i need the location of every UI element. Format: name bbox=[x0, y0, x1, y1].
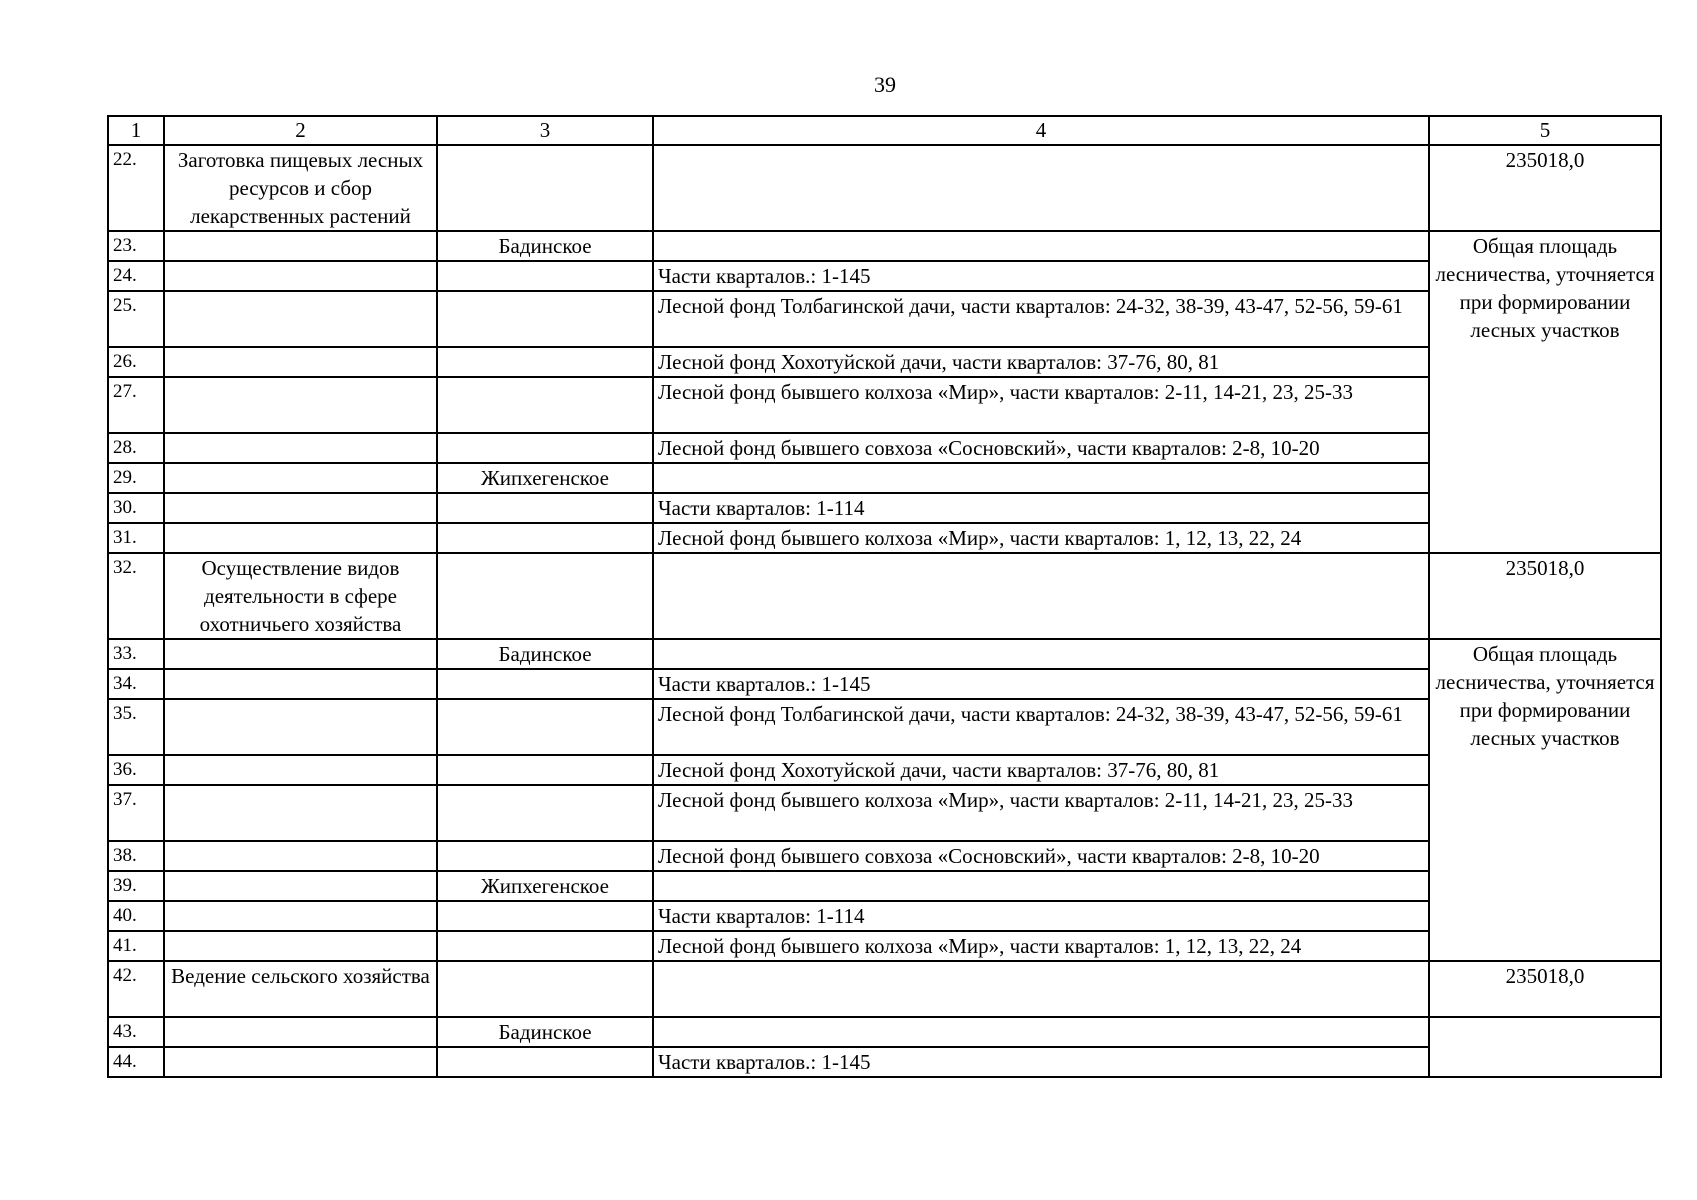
quarters-cell bbox=[653, 639, 1429, 669]
quarters-cell: Лесной фонд бывшего совхоза «Сосновский», части кварталов: 2-8, 10-20 bbox=[653, 841, 1429, 871]
quarters-cell: Лесной фонд Толбагинской дачи, части кварталов: 24-32, 38-39, 43-47, 52-56, 59-61 bbox=[653, 699, 1429, 755]
row-number: 32. bbox=[108, 553, 164, 639]
quarters-cell: Части кварталов.: 1-145 bbox=[653, 261, 1429, 291]
row-number: 24. bbox=[108, 261, 164, 291]
forestry-cell: Бадинское bbox=[437, 231, 653, 261]
table-row bbox=[108, 553, 1661, 639]
row-number: 27. bbox=[108, 377, 164, 433]
table-row bbox=[108, 699, 1661, 755]
use-type-cell bbox=[164, 377, 437, 433]
column-header: 2 bbox=[164, 116, 437, 145]
table-row bbox=[108, 347, 1661, 377]
row-number: 26. bbox=[108, 347, 164, 377]
forestry-cell bbox=[437, 841, 653, 871]
area-cell: 235018,0 bbox=[1429, 961, 1661, 1017]
quarters-cell: Лесной фонд Хохотуйской дачи, части кварталов: 37-76, 80, 81 bbox=[653, 347, 1429, 377]
table-row bbox=[108, 261, 1661, 291]
row-number: 39. bbox=[108, 871, 164, 901]
quarters-cell bbox=[653, 871, 1429, 901]
area-cell: 235018,0 bbox=[1429, 145, 1661, 231]
quarters-cell bbox=[653, 463, 1429, 493]
use-type-cell bbox=[164, 871, 437, 901]
use-type-cell bbox=[164, 1047, 437, 1077]
forestry-cell bbox=[437, 785, 653, 841]
row-number: 38. bbox=[108, 841, 164, 871]
forestry-cell bbox=[437, 755, 653, 785]
table-row bbox=[108, 145, 1661, 231]
quarters-cell: Лесной фонд бывшего колхоза «Мир», части кварталов: 2-11, 14-21, 23, 25-33 bbox=[653, 785, 1429, 841]
quarters-cell bbox=[653, 231, 1429, 261]
use-type-cell bbox=[164, 931, 437, 961]
quarters-cell bbox=[653, 1017, 1429, 1047]
table-row bbox=[108, 785, 1661, 841]
area-note-cell: Общая площадь лесничества, уточняется при формировании лесных участков bbox=[1429, 231, 1661, 553]
use-type-cell bbox=[164, 901, 437, 931]
use-type-cell bbox=[164, 463, 437, 493]
use-type-cell bbox=[164, 841, 437, 871]
quarters-cell: Лесной фонд Толбагинской дачи, части кварталов: 24-32, 38-39, 43-47, 52-56, 59-61 bbox=[653, 291, 1429, 347]
quarters-cell: Части кварталов: 1-114 bbox=[653, 901, 1429, 931]
table-row bbox=[108, 755, 1661, 785]
quarters-cell bbox=[653, 553, 1429, 639]
row-number: 40. bbox=[108, 901, 164, 931]
forestry-cell bbox=[437, 931, 653, 961]
use-type-cell bbox=[164, 493, 437, 523]
forestry-cell bbox=[437, 699, 653, 755]
quarters-cell: Лесной фонд Хохотуйской дачи, части кварталов: 37-76, 80, 81 bbox=[653, 755, 1429, 785]
forestry-cell bbox=[437, 901, 653, 931]
use-type-cell bbox=[164, 785, 437, 841]
table-row bbox=[108, 523, 1661, 553]
quarters-cell: Лесной фонд бывшего колхоза «Мир», части кварталов: 1, 12, 13, 22, 24 bbox=[653, 931, 1429, 961]
row-number: 22. bbox=[108, 145, 164, 231]
use-type-cell bbox=[164, 523, 437, 553]
row-number: 23. bbox=[108, 231, 164, 261]
column-header: 4 bbox=[653, 116, 1429, 145]
row-number: 42. bbox=[108, 961, 164, 1017]
row-number: 36. bbox=[108, 755, 164, 785]
quarters-cell: Части кварталов: 1-114 bbox=[653, 493, 1429, 523]
row-number: 33. bbox=[108, 639, 164, 669]
forestry-cell bbox=[437, 377, 653, 433]
column-header: 1 bbox=[108, 116, 164, 145]
table-row bbox=[108, 1047, 1661, 1077]
use-type-cell bbox=[164, 433, 437, 463]
page-number: 39 bbox=[874, 72, 896, 97]
row-number: 25. bbox=[108, 291, 164, 347]
forestry-cell: Бадинское bbox=[437, 1017, 653, 1047]
table-row bbox=[108, 841, 1661, 871]
column-header: 5 bbox=[1429, 116, 1661, 145]
forestry-cell: Бадинское bbox=[437, 639, 653, 669]
table-row bbox=[108, 433, 1661, 463]
row-number: 37. bbox=[108, 785, 164, 841]
area-cell: 235018,0 bbox=[1429, 553, 1661, 639]
use-type-cell bbox=[164, 261, 437, 291]
row-number: 43. bbox=[108, 1017, 164, 1047]
use-type-cell: Осуществление видов деятельности в сфере охотничьего хозяйства bbox=[164, 553, 437, 639]
row-number: 44. bbox=[108, 1047, 164, 1077]
forestry-cell bbox=[437, 553, 653, 639]
area-cell bbox=[1429, 1017, 1661, 1077]
column-header: 3 bbox=[437, 116, 653, 145]
table-row bbox=[108, 901, 1661, 931]
use-type-cell: Ведение сельского хозяйства bbox=[164, 961, 437, 1017]
row-number: 35. bbox=[108, 699, 164, 755]
table-row bbox=[108, 961, 1661, 1017]
use-type-cell: Заготовка пищевых лесных ресурсов и сбор лекарственных растений bbox=[164, 145, 437, 231]
row-number: 30. bbox=[108, 493, 164, 523]
forestry-cell bbox=[437, 493, 653, 523]
table-header-row bbox=[108, 116, 1661, 145]
row-number: 41. bbox=[108, 931, 164, 961]
forestry-cell bbox=[437, 669, 653, 699]
use-type-cell bbox=[164, 231, 437, 261]
row-number: 34. bbox=[108, 669, 164, 699]
use-type-cell bbox=[164, 755, 437, 785]
use-type-cell bbox=[164, 639, 437, 669]
table-row bbox=[108, 871, 1661, 901]
quarters-cell: Лесной фонд бывшего совхоза «Сосновский», части кварталов: 2-8, 10-20 bbox=[653, 433, 1429, 463]
table-row bbox=[108, 291, 1661, 347]
forestry-cell bbox=[437, 145, 653, 231]
table-row bbox=[108, 639, 1661, 669]
forestry-cell: Жипхегенское bbox=[437, 871, 653, 901]
forestry-cell bbox=[437, 261, 653, 291]
quarters-cell bbox=[653, 961, 1429, 1017]
table-row bbox=[108, 377, 1661, 433]
forestry-cell bbox=[437, 523, 653, 553]
forestry-cell bbox=[437, 433, 653, 463]
forestry-cell bbox=[437, 347, 653, 377]
forestry-cell bbox=[437, 1047, 653, 1077]
row-number: 28. bbox=[108, 433, 164, 463]
table-row bbox=[108, 931, 1661, 961]
forestry-cell bbox=[437, 961, 653, 1017]
quarters-cell: Части кварталов.: 1-145 bbox=[653, 669, 1429, 699]
table-row bbox=[108, 1017, 1661, 1047]
forestry-cell bbox=[437, 291, 653, 347]
use-type-cell bbox=[164, 699, 437, 755]
quarters-cell bbox=[653, 145, 1429, 231]
quarters-cell: Части кварталов.: 1-145 bbox=[653, 1047, 1429, 1077]
quarters-cell: Лесной фонд бывшего колхоза «Мир», части кварталов: 1, 12, 13, 22, 24 bbox=[653, 523, 1429, 553]
table-row bbox=[108, 231, 1661, 261]
table-row bbox=[108, 463, 1661, 493]
use-type-cell bbox=[164, 291, 437, 347]
table-row bbox=[108, 669, 1661, 699]
table-row bbox=[108, 493, 1661, 523]
area-note-cell: Общая площадь лесничества, уточняется при формировании лесных участков bbox=[1429, 639, 1661, 961]
use-type-cell bbox=[164, 347, 437, 377]
use-type-cell bbox=[164, 1017, 437, 1047]
forestry-table bbox=[107, 115, 1662, 1078]
forestry-cell: Жипхегенское bbox=[437, 463, 653, 493]
use-type-cell bbox=[164, 669, 437, 699]
quarters-cell: Лесной фонд бывшего колхоза «Мир», части кварталов: 2-11, 14-21, 23, 25-33 bbox=[653, 377, 1429, 433]
row-number: 29. bbox=[108, 463, 164, 493]
row-number: 31. bbox=[108, 523, 164, 553]
